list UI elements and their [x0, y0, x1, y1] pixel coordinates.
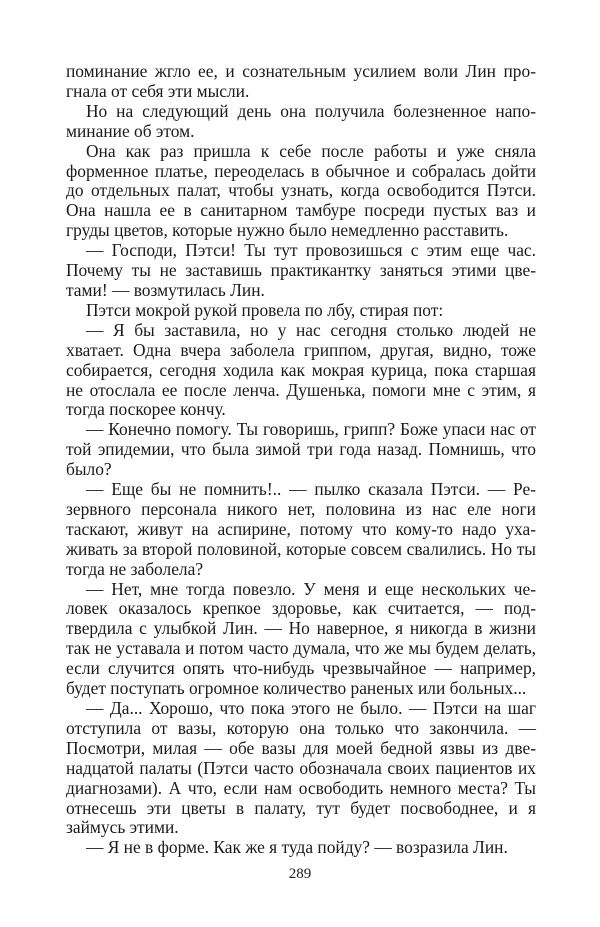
paragraph: — Да... Хорошо, что пока этого не было. — Пэтси на шаг отступила от вазы, которую она только что закончила. — Посмотри, милая — обе вазы для моей бедной язвы из двенадцатой палаты (Пэтси часто обозначала своих пациентов их диагнозами). А что, если нам освободить немного места? Ты отнесешь эти цветы в палату, тут будет посвободнее, и я займусь этими.	[66, 698, 536, 838]
paragraph: — Конечно помогу. Ты говоришь, грипп? Боже упаси нас от той эпидемии, что была зимой три года назад. Помнишь, что было?	[66, 419, 536, 480]
paragraph: — Господи, Пэтси! Ты тут провозишься с этим еще час. Почему ты не заставишь практикантку заняться этими цветами! — возмутилась Лин.	[66, 240, 536, 300]
paragraph: Пэтси мокрой рукой провела по лбу, стирая пот:	[86, 299, 444, 320]
paragraph: — Еще бы не помнить!.. — пылко сказала Пэтси. — Резервного персонала никого нет, половина из нас еле ноги таскают, живут на аспирине, потому что кому-то надо ухаживать за второй половиной, которые совсем свалились. Но ты тогда не заболела?	[66, 479, 536, 579]
paragraph: — Я не в форме. Как же я туда пойду? — возразила Лин.	[86, 837, 508, 858]
paragraph: — Я бы заставила, но у нас сегодня столько людей не хватает. Одна вчера заболела гриппом, другая, видно, тоже собирается, сегодня ходила как мокрая курица, пока старшая не отослала ее после ленча. Душенька, помоги мне с этим, я тогда поскорее кончу.	[66, 319, 536, 420]
page-number: 289	[288, 866, 312, 882]
paragraph: Она как раз пришла к себе после работы и уже сняла форменное платье, переоделась в обычное и собралась дойти до отдельных палат, чтобы узнать, когда освободится Пэтси. Она нашла ее в санитарном тамбуре посреди пустых ваз и груды цветов, которые нужно было немедленно расставить.	[66, 140, 536, 241]
paragraph: поминание жгло ее, и сознательным усилием воли Лин прогнала от себя эти мысли.	[66, 61, 536, 101]
paragraph: — Нет, мне тогда повезло. У меня и еще нескольких человек оказалось крепкое здоровье, как считается, — подтвердила с улыбкой Лин. — Но наверное, я никогда в жизни так не уставала и потом часто думала, что же мы будем делать, если случится опять что-нибудь чрезвычайное — например, будет поступать огромное количество раненых или больных...	[66, 578, 536, 699]
paragraph: Но на следующий день она получила болезненное напоминание об этом.	[66, 100, 536, 141]
book-page-text	[66, 62, 536, 858]
